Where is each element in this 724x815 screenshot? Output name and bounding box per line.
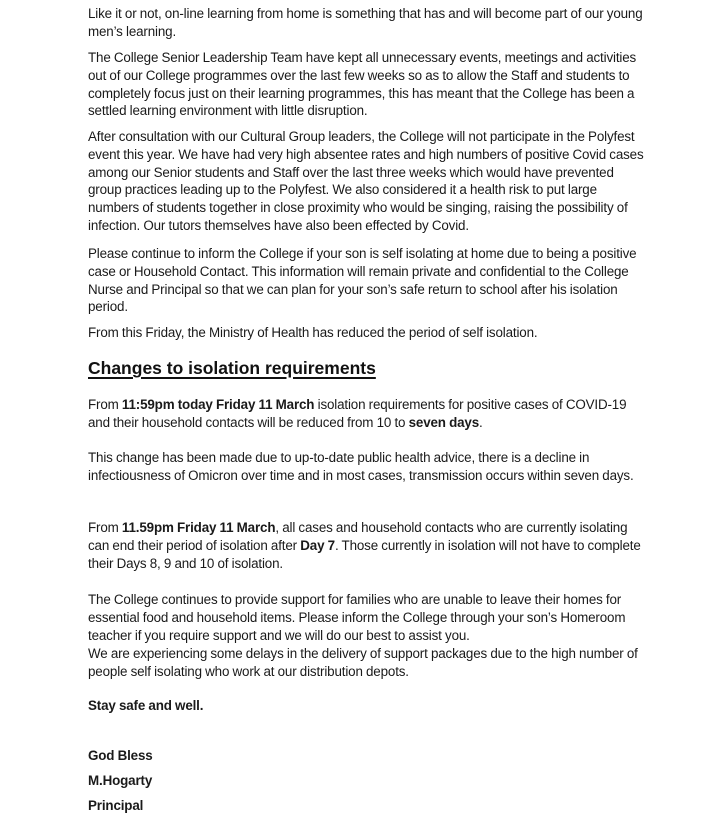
signoff-title: Principal xyxy=(88,798,144,813)
text: , all cases and household contacts who are currently isolating can end their period of isolation after xyxy=(88,520,628,553)
paragraph-reason: This change has been made due to up-to-date public health advice, there is a decline in infectiousness of Omicron over time and in most cases, transmission occurs within seven days. xyxy=(88,450,634,483)
paragraph-self-isolating: Please continue to inform the College if your son is self isolating at home due to being a positive case or Household Contact. This information will remain private and confidential to the College Nurse and Principal so that we can plan for your son’s safe return to school after his isolation period. xyxy=(88,246,637,315)
paragraph-isolation-change xyxy=(88,396,648,432)
text: From xyxy=(88,520,122,535)
text: isolation requirements for positive cases of COVID-19 and their household contacts will be reduced from 10 to xyxy=(88,397,627,430)
paragraph-end-isolation xyxy=(88,519,648,572)
paragraph-online-learning: Like it or not, on-line learning from home is something that has and will become part of our young men’s learning. xyxy=(88,6,643,39)
paragraph-ministry: From this Friday, the Ministry of Health has reduced the period of self isolation. xyxy=(88,325,538,340)
text: From xyxy=(88,397,122,412)
signoff-name: M.Hogarty xyxy=(88,773,153,788)
closing-line: Stay safe and well. xyxy=(88,698,204,713)
bold-date: 11.59pm Friday 11 March xyxy=(121,520,276,535)
bold-days: seven days xyxy=(408,414,480,430)
signoff-blessing: God Bless xyxy=(88,748,153,763)
text: . Those currently in isolation will not have to complete their Days 8, 9 and 10 of isolation. xyxy=(88,537,641,571)
bold-date: 11:59pm today Friday 11 March xyxy=(121,397,315,412)
section-heading: Changes to isolation requirements xyxy=(88,358,376,378)
paragraph-leadership-team: The College Senior Leadership Team have kept all unnecessary events, meetings and activities out of our College programmes over the last few weeks so as to allow the Staff and students to completely focus just on their learning programmes, this has meant that the College has been a settled learning environment with little disruption. xyxy=(88,50,637,119)
paragraph-delays: We are experiencing some delays in the delivery of support packages due to the high number of people self isolating who work at our distribution depots. xyxy=(88,646,638,679)
text: . xyxy=(479,414,483,430)
paragraph-polyfest: After consultation with our Cultural Group leaders, the College will not participate in the Polyfest event this year. We have had very high absentee rates and high numbers of positive Covid cases among our Senior students and Staff over the last three weeks which would have prevented group practices leading up to the Polyfest. We also considered it a health risk to put large numbers of students together in close proximity who would be singing, raising the possibility of infection. Our tutors themselves have also been effected by Covid. xyxy=(88,129,644,233)
paragraph-support: The College continues to provide support for families who are unable to leave their homes for essential food and household items. Please inform the College through your son’s Homeroom teacher if you require support and we will do our best to assist you. xyxy=(88,592,626,643)
bold-day: Day 7 xyxy=(300,537,335,553)
